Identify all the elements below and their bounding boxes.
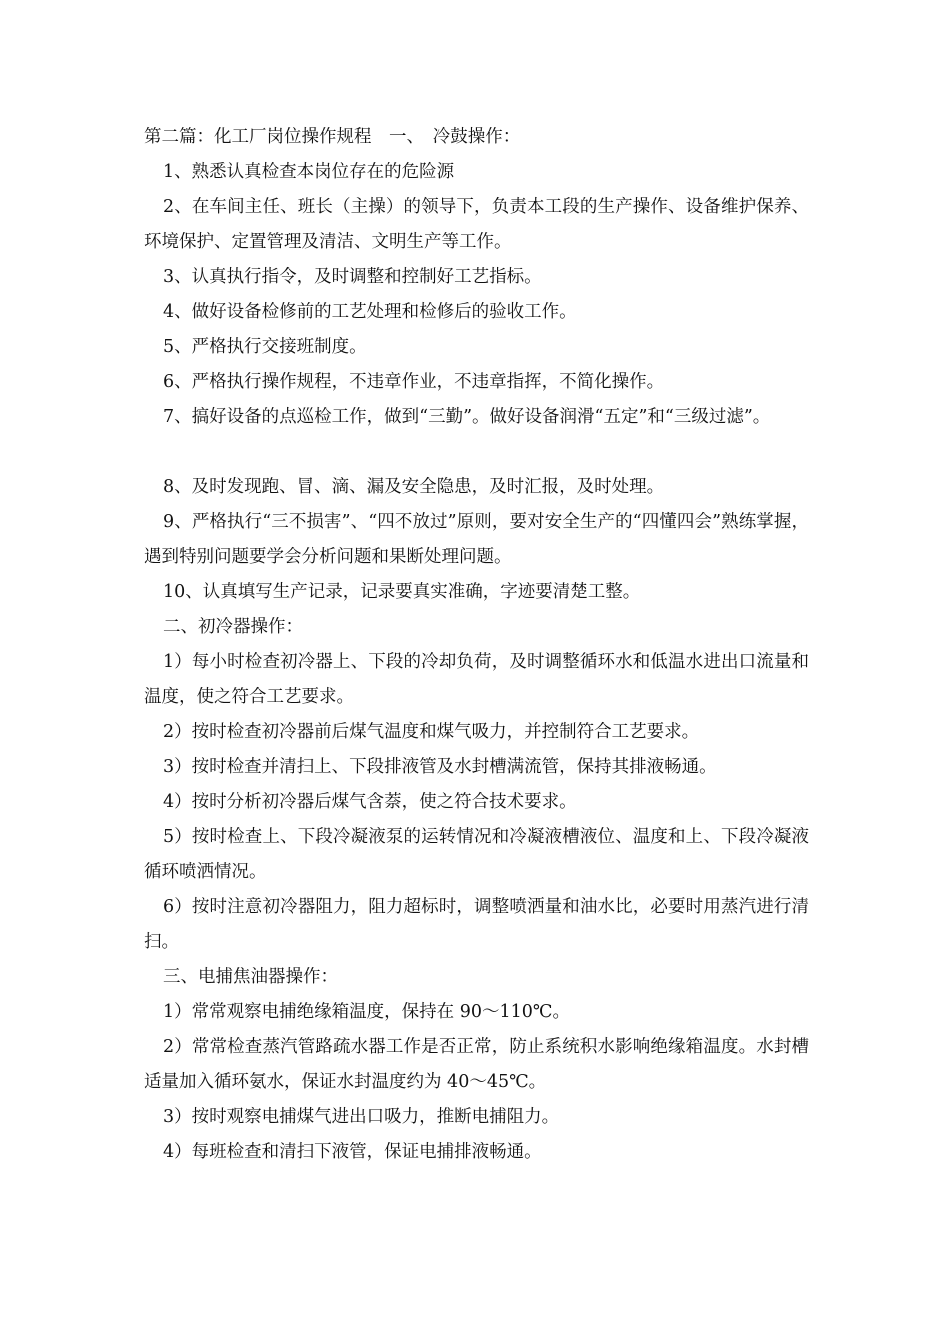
cooler-step-5: 5）按时检查上、下段冷凝液泵的运转情况和冷凝液槽液位、温度和上、下段冷凝液循环喷洒情况。 xyxy=(144,827,809,882)
tar-catcher-step-1: 1）常常观察电捕绝缘箱温度，保持在 90～110℃。 xyxy=(163,1002,570,1022)
cooler-step-4: 4）按时分析初冷器后煤气含萘，使之符合技术要求。 xyxy=(163,792,577,812)
paragraph-item-1: 1、熟悉认真检查本岗位存在的危险源 xyxy=(163,162,455,182)
paragraph-item-8: 8、及时发现跑、冒、滴、漏及安全隐患，及时汇报，及时处理。 xyxy=(163,477,665,497)
paragraph-item-4: 4、做好设备检修前的工艺处理和检修后的验收工作。 xyxy=(163,302,577,322)
document-heading: 第二篇：化工厂岗位操作规程 一、 冷鼓操作： xyxy=(144,127,521,147)
tar-catcher-step-4: 4）每班检查和清扫下液管，保证电捕排液畅通。 xyxy=(163,1142,542,1162)
cooler-step-1: 1）每小时检查初冷器上、下段的冷却负荷，及时调整循环水和低温水进出口流量和温度，使之符合工艺要求。 xyxy=(144,652,809,707)
paragraph-item-5: 5、严格执行交接班制度。 xyxy=(163,337,367,357)
paragraph-item-2: 2、在车间主任、班长（主操）的领导下，负责本工段的生产操作、设备维护保养、环境保护、定置管理及清洁、文明生产等工作。 xyxy=(144,197,809,252)
paragraph-item-3: 3、认真执行指令，及时调整和控制好工艺指标。 xyxy=(163,267,542,287)
paragraph-item-7: 7、搞好设备的点巡检工作，做到“三勤”。做好设备润滑“五定”和“三级过滤”。 xyxy=(163,407,771,427)
document-body xyxy=(144,120,809,1170)
section-heading-electrostatic-tar-catcher: 三、电捕焦油器操作： xyxy=(163,967,338,987)
cooler-step-2: 2）按时检查初冷器前后煤气温度和煤气吸力，并控制符合工艺要求。 xyxy=(163,722,700,742)
cooler-step-3: 3）按时检查并清扫上、下段排液管及水封槽满流管，保持其排液畅通。 xyxy=(163,757,717,777)
blank-line xyxy=(144,435,809,470)
paragraph-item-10: 10、认真填写生产记录，记录要真实准确，字迹要清楚工整。 xyxy=(163,582,641,602)
cooler-step-6: 6）按时注意初冷器阻力，阻力超标时，调整喷洒量和油水比，必要时用蒸汽进行清扫。 xyxy=(144,897,809,952)
tar-catcher-step-3: 3）按时观察电捕煤气进出口吸力，推断电捕阻力。 xyxy=(163,1107,560,1127)
tar-catcher-step-2: 2）常常检查蒸汽管路疏水器工作是否正常，防止系统积水影响绝缘箱温度。水封槽适量加入循环氨水，保证水封温度约为 40～45℃。 xyxy=(144,1037,809,1092)
section-heading-primary-cooler: 二、初冷器操作： xyxy=(163,617,303,637)
paragraph-item-6: 6、严格执行操作规程，不违章作业，不违章指挥，不简化操作。 xyxy=(163,372,665,392)
paragraph-item-9: 9、严格执行“三不损害”、“四不放过”原则，要对安全生产的“四懂四会”熟练掌握，遇到特别问题要学会分析问题和果断处理问题。 xyxy=(144,512,809,567)
